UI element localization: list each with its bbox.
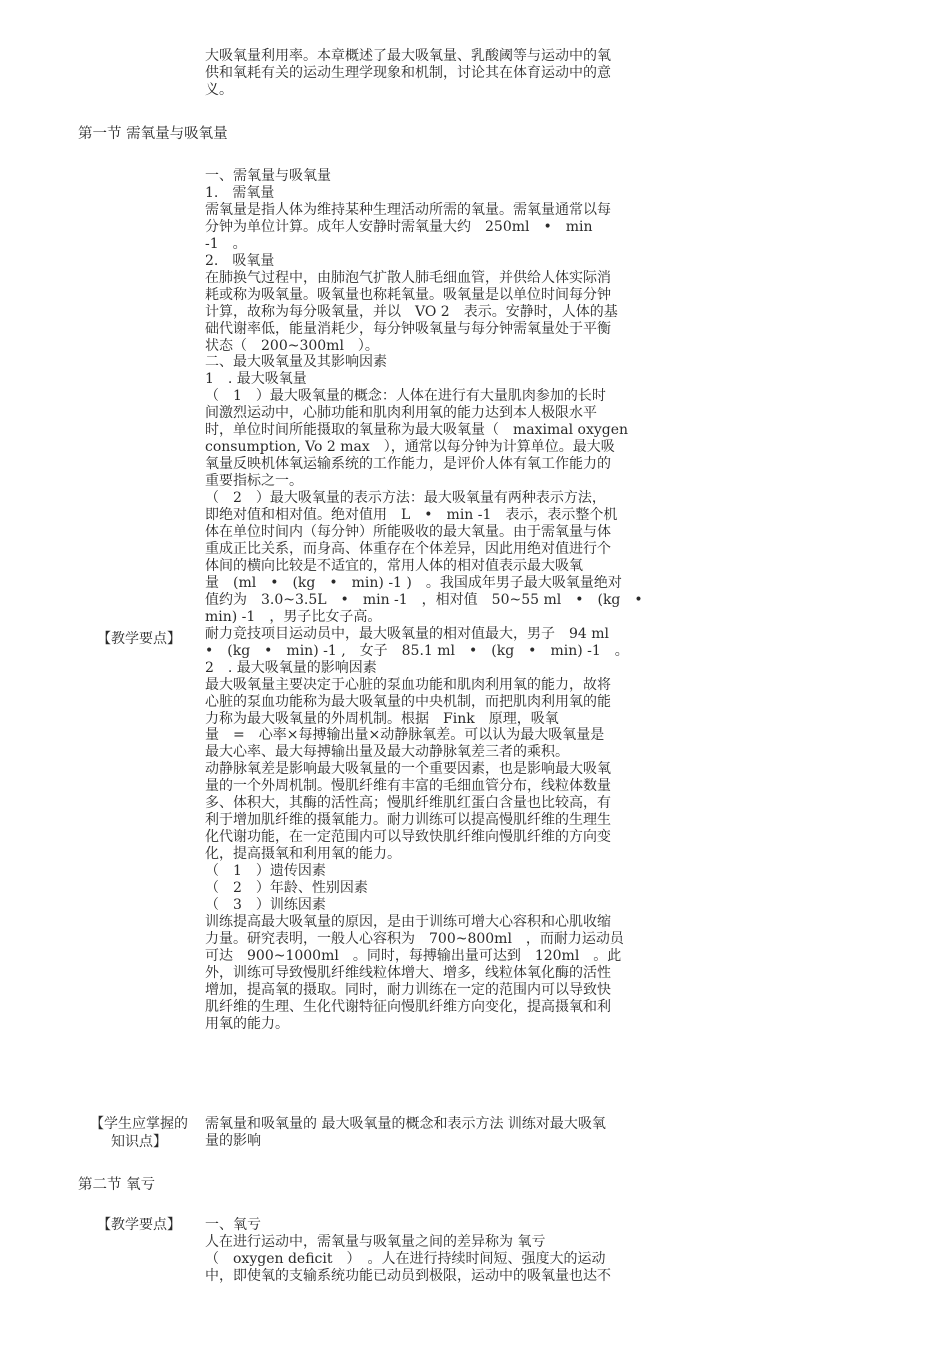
text-line: （ 3 ）训练因素 — [205, 896, 326, 913]
text-line: （ 2 ）年龄、性别因素 — [205, 880, 368, 897]
text-line: 1. 需氧量 — [205, 184, 275, 201]
text-line: 时，单位时间所能摄取的氧量称为最大吸氧量（ maximal oxygen — [205, 422, 629, 439]
text-line: 义。 — [205, 82, 233, 98]
text-line: 体在单位时间内（每分钟）所能吸收的最大氧量。由于需氧量与体 — [205, 524, 611, 541]
text-line: 状态（ 200~300ml ）。 — [205, 337, 379, 354]
text-line: -1 。 — [205, 235, 247, 252]
section2-title: 第二节 氧亏 — [78, 1177, 156, 1193]
text-line: 一、氧亏 — [205, 1217, 261, 1233]
text-line: 耗或称为吸氧量。吸氧量也称耗氧量。吸氧量是以单位时间每分钟 — [205, 286, 611, 303]
section1-knowledge-content — [205, 1116, 705, 1150]
text-line: 用氧的能力。 — [205, 1015, 289, 1032]
text-line: 力量。研究表明，一般人心容积为 700~800ml ，而耐力运动员 — [205, 930, 624, 947]
section2-teaching-label: 【教学要点】 — [97, 1217, 181, 1233]
text-line: （ 1 ）最大吸氧量的概念：人体在进行有大量肌肉参加的长时 — [205, 388, 606, 405]
text-line: 二、最大吸氧量及其影响因素 — [205, 354, 387, 371]
text-line: 心脏的泵血功能称为最大吸氧量的中央机制，而把肌肉利用氧的能 — [205, 693, 611, 710]
text-line: 利于增加肌纤维的摄氧能力。耐力训练可以提高慢肌纤维的生理生 — [205, 812, 611, 829]
intro-paragraph — [205, 48, 701, 99]
text-line: 值约为 3.0~3.5L • min -1 ，相对值 50~55 ml • (kg • — [205, 591, 643, 608]
text-line: （ 2 ）最大吸氧量的表示方法：最大吸氧量有两种表示方法， — [205, 490, 606, 507]
section1-teaching-label: 【教学要点】 — [97, 631, 181, 647]
text-line: 中，即使氧的支输系统功能已动员到极限，运动中的吸氧量也达不 — [205, 1267, 611, 1284]
text-line: 力称为最大吸氧量的外周机制。根据 Fink 原理，吸氧 — [205, 710, 559, 727]
text-line: 量 = 心率×每搏输出量×动静脉氧差。可以认为最大吸氧量是 — [205, 727, 605, 744]
text-line: 分钟为单位计算。成年人安静时需氧量大约 250ml • min — [205, 218, 593, 235]
text-line: 人在进行运动中，需氧量与吸氧量之间的差异称为 氧亏 — [205, 1233, 546, 1250]
text-line: 化，提高摄氧和利用氧的能力。 — [205, 846, 401, 863]
text-line: 增加，提高氧的摄取。同时，耐力训练在一定的范围内可以导致快 — [205, 981, 611, 998]
text-line: 可达 900~1000ml 。同时，每搏输出量可达到 120ml 。此 — [205, 947, 622, 964]
text-line: 训练提高最大吸氧量的原因，是由于训练可增大心容积和心肌收缩 — [205, 913, 611, 930]
text-line: 重要指标之一。 — [205, 473, 303, 490]
section2-teaching-content — [205, 1217, 705, 1285]
text-line: 间激烈运动中，心肺功能和肌肉利用氧的能力达到本人极限水平 — [205, 405, 597, 422]
text-line: 供和氧耗有关的运动生理学现象和机制，讨论其在体育运动中的意 — [205, 65, 611, 81]
text-line: 需氧量和吸氧量的 最大吸氧量的概念和表示方法 训练对最大吸氧 — [205, 1116, 606, 1132]
text-line: 动静脉氧差是影响最大吸氧量的一个重要因素，也是影响最大吸氧 — [205, 761, 611, 778]
text-line: 需氧量是指人体为维持某种生理活动所需的氧量。需氧量通常以每 — [205, 201, 611, 218]
text-line: 1 . 最大吸氧量 — [205, 371, 307, 388]
text-line: 重成正比关系，而身高、体重存在个体差异，因此用绝对值进行个 — [205, 540, 611, 557]
text-line: 量 (ml • (kg • min) -1 ) 。我国成年男子最大吸氧量绝对 — [205, 574, 622, 591]
text-line: 最大心率、最大每搏输出量及最大动静脉氧差三者的乘积。 — [205, 744, 569, 761]
text-line: 肌纤维的生理、生化代谢特征向慢肌纤维方向变化，提高摄氧和利 — [205, 998, 611, 1015]
text-line: 耐力竞技项目运动员中，最大吸氧量的相对值最大，男子 94 ml — [205, 625, 610, 642]
section1-title: 第一节 需氧量与吸氧量 — [78, 126, 228, 142]
section1-teaching-content — [205, 168, 705, 1033]
text-line: 大吸氧量利用率。本章概述了最大吸氧量、乳酸阈等与运动中的氧 — [205, 48, 611, 64]
text-line: 化代谢功能，在一定范围内可以导致快肌纤维向慢肌纤维的方向变 — [205, 829, 611, 846]
text-line: 2 . 最大吸氧量的影响因素 — [205, 659, 377, 676]
text-line: • (kg • min) -1 , 女子 85.1 ml • (kg • min) -1 。 — [205, 642, 629, 659]
text-line: 量的影响 — [205, 1132, 261, 1149]
text-line: 在肺换气过程中，由肺泡气扩散人肺毛细血管，并供给人体实际消 — [205, 269, 611, 286]
text-line: min) -1 ，男子比女子高。 — [205, 608, 382, 625]
text-line: 础代谢率低，能量消耗少，每分钟吸氧量与每分钟需氧量处于平衡 — [205, 320, 611, 337]
text-line: 2. 吸氧量 — [205, 252, 275, 269]
text-line: 一、需氧量与吸氧量 — [205, 168, 331, 184]
text-line: 即绝对值和相对值。绝对值用 L • min -1 表示，表示整个机 — [205, 507, 618, 524]
text-line: 氧量反映机体氧运输系统的工作能力，是评价人体有氧工作能力的 — [205, 456, 611, 473]
text-line: （ 1 ）遗传因素 — [205, 863, 326, 880]
text-line: 计算，故称为每分吸氧量，并以 VO 2 表示。安静时，人体的基 — [205, 303, 618, 320]
text-line: （ oxygen deficit ） 。人在进行持续时间短、强度大的运动 — [205, 1250, 606, 1267]
text-line: 最大吸氧量主要决定于心脏的泵血功能和肌肉利用氧的能力，故将 — [205, 676, 611, 693]
text-line: 量的一个外周机制。慢肌纤维有丰富的毛细血管分布，线粒体数量 — [205, 778, 611, 795]
text-line: 体间的横向比较是不适宜的，常用人体的相对值表示最大吸氧 — [205, 557, 583, 574]
text-line: consumption, Vo 2 max ），通常以每分钟为计算单位。最大吸 — [205, 439, 615, 456]
text-line: 外，训练可导致慢肌纤维线粒体增大、增多，线粒体氧化酶的活性 — [205, 964, 611, 981]
section1-knowledge-label-line2: 知识点】 — [111, 1134, 167, 1150]
section1-knowledge-label-line1: 【学生应掌握的 — [90, 1116, 188, 1132]
text-line: 多、体积大，其酶的活性高；慢肌纤维肌红蛋白含量也比较高，有 — [205, 795, 611, 812]
